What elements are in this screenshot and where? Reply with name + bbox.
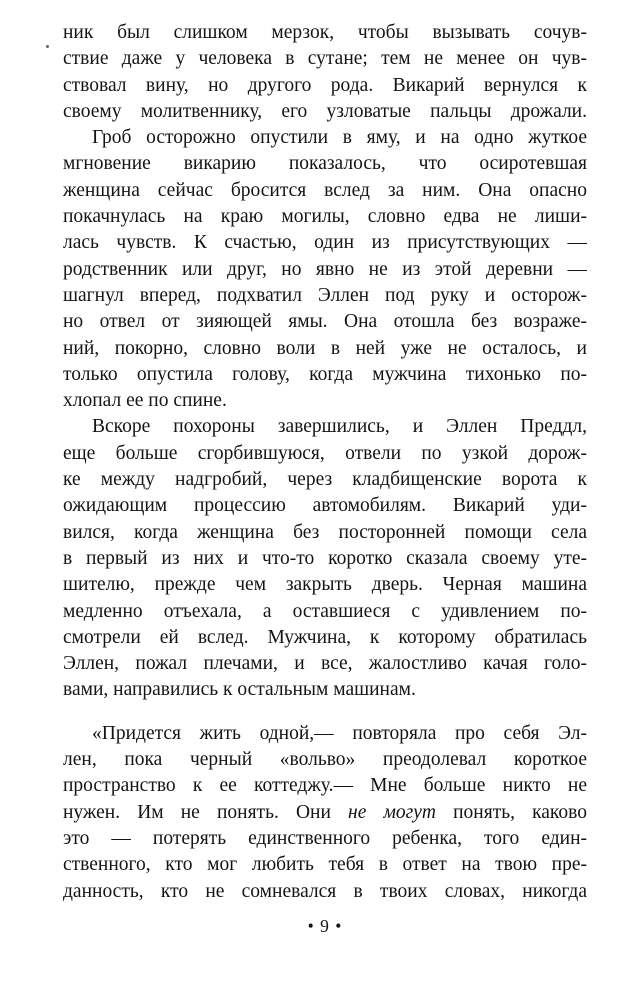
paragraph: [63, 721, 587, 905]
text-line: ствие даже у человека в сутане; тем не менее он чув-: [63, 48, 587, 70]
text-line-with-italic: [63, 800, 587, 826]
paragraph: [63, 414, 587, 703]
text-line: своему молитвеннику, его узловатые пальцы дрожали.: [63, 100, 587, 122]
text-line: медленно отъехала, а оставшиеся с удивлением по-: [63, 600, 587, 622]
text-line: хлопал ее по спине.: [63, 390, 227, 412]
text-line: ке между надгробий, через кладбищенские ворота к: [63, 469, 587, 491]
text-line: смотрели ей вслед. Мужчина, к которому обратилась: [63, 626, 587, 648]
text-line: ожидающим процессию автомобилям. Викарий уди-: [63, 495, 587, 517]
text-line: еще больше сгорбившуюся, отвели по узкой дорож-: [63, 442, 587, 464]
text-line: лась чувств. К счастью, один из присутствующих —: [63, 232, 587, 254]
text-line: но отвел от зияющей ямы. Она отошла без возраже-: [63, 311, 587, 333]
text-line: это — потерять единственного ребенка, того един-: [63, 827, 587, 849]
text-line: шагнул вперед, подхватил Эллен под руку и осторож-: [63, 284, 587, 306]
text-line: мгновение викарию показалось, что осиротевшая: [63, 153, 587, 175]
text-segment: нужен. Им не понять. Они: [63, 801, 349, 823]
text-line: Эллен, пожал плечами, и все, жалостливо качая голо-: [63, 653, 587, 675]
text-line: в первый из них и что-то коротко сказала своему уте-: [63, 547, 587, 569]
text-line: ний, покорно, словно воли в ней уже не осталось, и: [63, 337, 587, 359]
text-line: женщина сейчас бросится вслед за ним. Она опасно: [63, 179, 587, 201]
text-line: ник был слишком мерзок, чтобы вызывать сочув-: [63, 22, 587, 43]
text-line: ствовал вину, но другого рода. Викарий вернулся к: [63, 74, 587, 96]
text-line: вился, когда женщина без посторонней помощи села: [63, 521, 587, 543]
text-line: только опустила голову, когда мужчина тихонько по-: [63, 363, 587, 385]
text-segment-italic: не могут: [348, 801, 436, 823]
text-line: Вскоре похороны завершились, и Эллен Преддл,: [92, 416, 587, 438]
text-line: пространство к ее коттеджу.— Мне больше никто не: [63, 775, 587, 797]
text-line: вами, направились к остальным машинам.: [63, 679, 416, 701]
paragraph: [63, 20, 587, 125]
text-line: родственник или друг, но явно не из этой деревни —: [63, 258, 587, 280]
text-line: ственного, кто мог любить тебя в ответ на твою пре-: [63, 854, 587, 876]
text-line: Гроб осторожно опустили в яму, и на одно жуткое: [92, 127, 587, 149]
text-block: [63, 20, 587, 905]
page-number: • 9 •: [307, 916, 343, 936]
text-line: покачнулась на краю могилы, словно едва не лиши-: [63, 206, 587, 228]
paragraph: [63, 125, 587, 414]
text-line: лен, пока черный «вольво» преодолевал короткое: [63, 749, 587, 771]
text-segment: понять, каково: [436, 801, 587, 823]
text-line: шителю, прежде чем закрыть дверь. Черная машина: [63, 574, 587, 596]
text-line: данность, кто не сомневался в твоих словах, никогда: [63, 880, 587, 902]
text-line: «Придется жить одной,— повторяла про себя Эл-: [92, 722, 587, 744]
ink-speck: [46, 45, 49, 48]
